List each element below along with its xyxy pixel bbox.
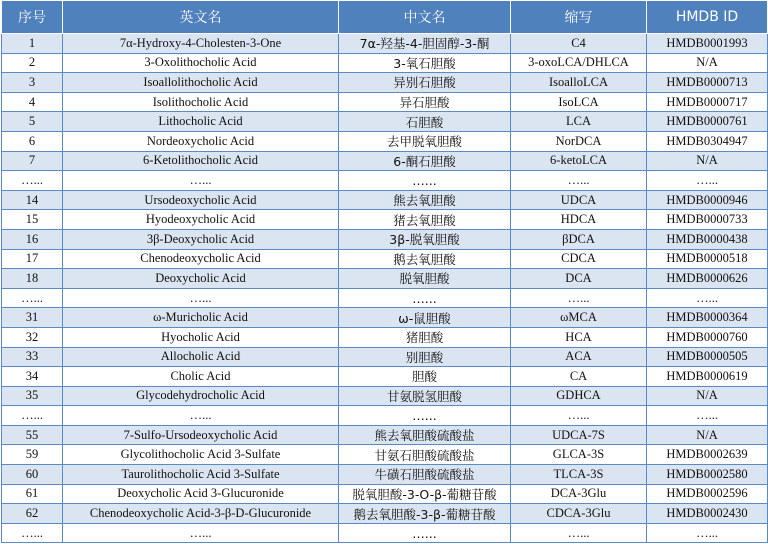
cell-hmdb-id: HMDB0000438 xyxy=(647,229,768,249)
cell-chinese-name: 甘氨石胆酸硫酸盐 xyxy=(339,445,511,465)
cell-abbreviation: CDCA xyxy=(511,249,647,269)
table-row xyxy=(2,73,768,93)
cell-english-name: …... xyxy=(63,171,339,191)
table-row xyxy=(2,406,768,426)
table-row xyxy=(2,131,768,151)
header-english-name: 英文名 xyxy=(63,1,339,34)
cell-hmdb-id: HMDB0002639 xyxy=(647,445,768,465)
cell-abbreviation: ωMCA xyxy=(511,308,647,328)
cell-english-name: Chenodeoxycholic Acid xyxy=(63,249,339,269)
cell-english-name: Glycodehydrocholic Acid xyxy=(63,386,339,406)
cell-index: 31 xyxy=(2,308,63,328)
table-header xyxy=(2,1,768,34)
cell-abbreviation: 6-ketoLCA xyxy=(511,151,647,171)
header-index: 序号 xyxy=(2,1,63,34)
cell-abbreviation: IsoLCA xyxy=(511,92,647,112)
cell-chinese-name: 脱氧胆酸 xyxy=(339,269,511,289)
cell-chinese-name: 异石胆酸 xyxy=(339,92,511,112)
cell-english-name: Lithocholic Acid xyxy=(63,112,339,132)
cell-abbreviation: DCA xyxy=(511,269,647,289)
cell-chinese-name: 3-氧石胆酸 xyxy=(339,53,511,73)
cell-abbreviation: C4 xyxy=(511,34,647,54)
cell-chinese-name: 牛磺石胆酸硫酸盐 xyxy=(339,465,511,485)
cell-english-name: …... xyxy=(63,523,339,543)
cell-english-name: ω-Muricholic Acid xyxy=(63,308,339,328)
cell-chinese-name: 熊去氧胆酸 xyxy=(339,190,511,210)
cell-index: 4 xyxy=(2,92,63,112)
cell-index: 59 xyxy=(2,445,63,465)
header-abbreviation: 缩写 xyxy=(511,1,647,34)
cell-chinese-name: 胆酸 xyxy=(339,367,511,387)
cell-hmdb-id: N/A xyxy=(647,53,768,73)
cell-hmdb-id: …... xyxy=(647,406,768,426)
table-row xyxy=(2,367,768,387)
cell-index: …... xyxy=(2,288,63,308)
header-chinese-name: 中文名 xyxy=(339,1,511,34)
cell-index: …... xyxy=(2,406,63,426)
cell-hmdb-id: HMDB0002430 xyxy=(647,504,768,524)
cell-chinese-name: ω-鼠胆酸 xyxy=(339,308,511,328)
cell-index: 2 xyxy=(2,53,63,73)
table-body xyxy=(2,34,768,543)
table-row xyxy=(2,249,768,269)
bile-acid-table xyxy=(1,0,768,543)
cell-chinese-name: 甘氨脱氢胆酸 xyxy=(339,386,511,406)
cell-index: 62 xyxy=(2,504,63,524)
cell-abbreviation: UDCA xyxy=(511,190,647,210)
cell-abbreviation: TLCA-3S xyxy=(511,465,647,485)
table-row xyxy=(2,465,768,485)
table-row xyxy=(2,523,768,543)
cell-abbreviation: …... xyxy=(511,406,647,426)
cell-abbreviation: IsoalloLCA xyxy=(511,73,647,93)
cell-index: 5 xyxy=(2,112,63,132)
cell-english-name: Cholic Acid xyxy=(63,367,339,387)
table-row xyxy=(2,229,768,249)
cell-chinese-name: …... xyxy=(339,523,511,543)
table-row xyxy=(2,386,768,406)
cell-abbreviation: …... xyxy=(511,171,647,191)
cell-chinese-name: 脱氧胆酸-3-O-β-葡糖苷酸 xyxy=(339,484,511,504)
cell-english-name: Deoxycholic Acid 3-Glucuronide xyxy=(63,484,339,504)
cell-english-name: 7-Sulfo-Ursodeoxycholic Acid xyxy=(63,425,339,445)
cell-abbreviation: NorDCA xyxy=(511,131,647,151)
cell-hmdb-id: HMDB0000946 xyxy=(647,190,768,210)
cell-index: 3 xyxy=(2,73,63,93)
cell-english-name: Allocholic Acid xyxy=(63,347,339,367)
cell-hmdb-id: HMDB0000733 xyxy=(647,210,768,230)
table-row xyxy=(2,190,768,210)
cell-abbreviation: DCA-3Glu xyxy=(511,484,647,504)
cell-chinese-name: 别胆酸 xyxy=(339,347,511,367)
cell-hmdb-id: HMDB0000717 xyxy=(647,92,768,112)
cell-abbreviation: βDCA xyxy=(511,229,647,249)
cell-index: 6 xyxy=(2,131,63,151)
cell-english-name: 3β-Deoxycholic Acid xyxy=(63,229,339,249)
table-row xyxy=(2,171,768,191)
cell-index: 32 xyxy=(2,327,63,347)
cell-hmdb-id: …... xyxy=(647,288,768,308)
cell-english-name: 7α-Hydroxy-4-Cholesten-3-One xyxy=(63,34,339,54)
cell-hmdb-id: HMDB0000364 xyxy=(647,308,768,328)
table-row xyxy=(2,92,768,112)
cell-chinese-name: 去甲脱氧胆酸 xyxy=(339,131,511,151)
cell-abbreviation: CA xyxy=(511,367,647,387)
cell-index: 16 xyxy=(2,229,63,249)
cell-chinese-name: 猪去氧胆酸 xyxy=(339,210,511,230)
table-row xyxy=(2,347,768,367)
cell-hmdb-id: HMDB0000760 xyxy=(647,327,768,347)
header-hmdb-id: HMDB ID xyxy=(647,1,768,34)
cell-chinese-name: 异别石胆酸 xyxy=(339,73,511,93)
cell-hmdb-id: N/A xyxy=(647,386,768,406)
cell-abbreviation: …... xyxy=(511,288,647,308)
cell-abbreviation: UDCA-7S xyxy=(511,425,647,445)
cell-english-name: Glycolithocholic Acid 3-Sulfate xyxy=(63,445,339,465)
cell-hmdb-id: HMDB0000619 xyxy=(647,367,768,387)
cell-index: 1 xyxy=(2,34,63,54)
cell-index: …... xyxy=(2,523,63,543)
cell-hmdb-id: …... xyxy=(647,523,768,543)
cell-english-name: Hyocholic Acid xyxy=(63,327,339,347)
cell-hmdb-id: HMDB0002596 xyxy=(647,484,768,504)
cell-english-name: 6-Ketolithocholic Acid xyxy=(63,151,339,171)
cell-hmdb-id: HMDB0000518 xyxy=(647,249,768,269)
cell-english-name: 3-Oxolithocholic Acid xyxy=(63,53,339,73)
table-row xyxy=(2,327,768,347)
cell-abbreviation: HCA xyxy=(511,327,647,347)
cell-chinese-name: 猪胆酸 xyxy=(339,327,511,347)
cell-index: 7 xyxy=(2,151,63,171)
cell-chinese-name: 石胆酸 xyxy=(339,112,511,132)
cell-hmdb-id: N/A xyxy=(647,425,768,445)
cell-english-name: Hyodeoxycholic Acid xyxy=(63,210,339,230)
table-row xyxy=(2,112,768,132)
cell-abbreviation: HDCA xyxy=(511,210,647,230)
table-row xyxy=(2,269,768,289)
cell-index: 55 xyxy=(2,425,63,445)
cell-hmdb-id: HMDB0002580 xyxy=(647,465,768,485)
cell-english-name: Ursodeoxycholic Acid xyxy=(63,190,339,210)
cell-hmdb-id: HMDB0001993 xyxy=(647,34,768,54)
cell-hmdb-id: …... xyxy=(647,171,768,191)
cell-index: 33 xyxy=(2,347,63,367)
table-row xyxy=(2,445,768,465)
cell-abbreviation: ACA xyxy=(511,347,647,367)
cell-abbreviation: GLCA-3S xyxy=(511,445,647,465)
cell-chinese-name: 鹅去氧胆酸-3-β-葡糖苷酸 xyxy=(339,504,511,524)
cell-hmdb-id: HMDB0000505 xyxy=(647,347,768,367)
table-row xyxy=(2,210,768,230)
table-row xyxy=(2,425,768,445)
cell-chinese-name: …... xyxy=(339,288,511,308)
cell-english-name: …... xyxy=(63,288,339,308)
cell-index: 15 xyxy=(2,210,63,230)
table-row xyxy=(2,34,768,54)
cell-english-name: …... xyxy=(63,406,339,426)
cell-chinese-name: 熊去氧胆酸硫酸盐 xyxy=(339,425,511,445)
cell-index: 61 xyxy=(2,484,63,504)
cell-english-name: Deoxycholic Acid xyxy=(63,269,339,289)
cell-index: 14 xyxy=(2,190,63,210)
cell-chinese-name: …... xyxy=(339,171,511,191)
cell-hmdb-id: HMDB0000713 xyxy=(647,73,768,93)
cell-abbreviation: …... xyxy=(511,523,647,543)
cell-hmdb-id: HMDB0304947 xyxy=(647,131,768,151)
cell-index: 35 xyxy=(2,386,63,406)
table-row xyxy=(2,308,768,328)
cell-index: 60 xyxy=(2,465,63,485)
table-row xyxy=(2,288,768,308)
cell-index: 18 xyxy=(2,269,63,289)
table-row xyxy=(2,151,768,171)
cell-chinese-name: 3β-脱氧胆酸 xyxy=(339,229,511,249)
cell-english-name: Chenodeoxycholic Acid-3-β-D-Glucuronide xyxy=(63,504,339,524)
cell-english-name: Isoallolithocholic Acid xyxy=(63,73,339,93)
cell-chinese-name: …... xyxy=(339,406,511,426)
cell-chinese-name: 7α-羟基-4-胆固醇-3-酮 xyxy=(339,34,511,54)
table-row xyxy=(2,484,768,504)
cell-english-name: Isolithocholic Acid xyxy=(63,92,339,112)
cell-hmdb-id: HMDB0000626 xyxy=(647,269,768,289)
cell-index: …... xyxy=(2,171,63,191)
cell-abbreviation: LCA xyxy=(511,112,647,132)
header-row xyxy=(2,1,768,34)
cell-abbreviation: CDCA-3Glu xyxy=(511,504,647,524)
cell-chinese-name: 鹅去氧胆酸 xyxy=(339,249,511,269)
cell-abbreviation: 3-oxoLCA/DHLCA xyxy=(511,53,647,73)
cell-index: 17 xyxy=(2,249,63,269)
cell-hmdb-id: HMDB0000761 xyxy=(647,112,768,132)
cell-english-name: Taurolithocholic Acid 3-Sulfate xyxy=(63,465,339,485)
table-row xyxy=(2,53,768,73)
cell-english-name: Nordeoxycholic Acid xyxy=(63,131,339,151)
cell-abbreviation: GDHCA xyxy=(511,386,647,406)
table-row xyxy=(2,504,768,524)
cell-index: 34 xyxy=(2,367,63,387)
cell-hmdb-id: N/A xyxy=(647,151,768,171)
cell-chinese-name: 6-酮石胆酸 xyxy=(339,151,511,171)
